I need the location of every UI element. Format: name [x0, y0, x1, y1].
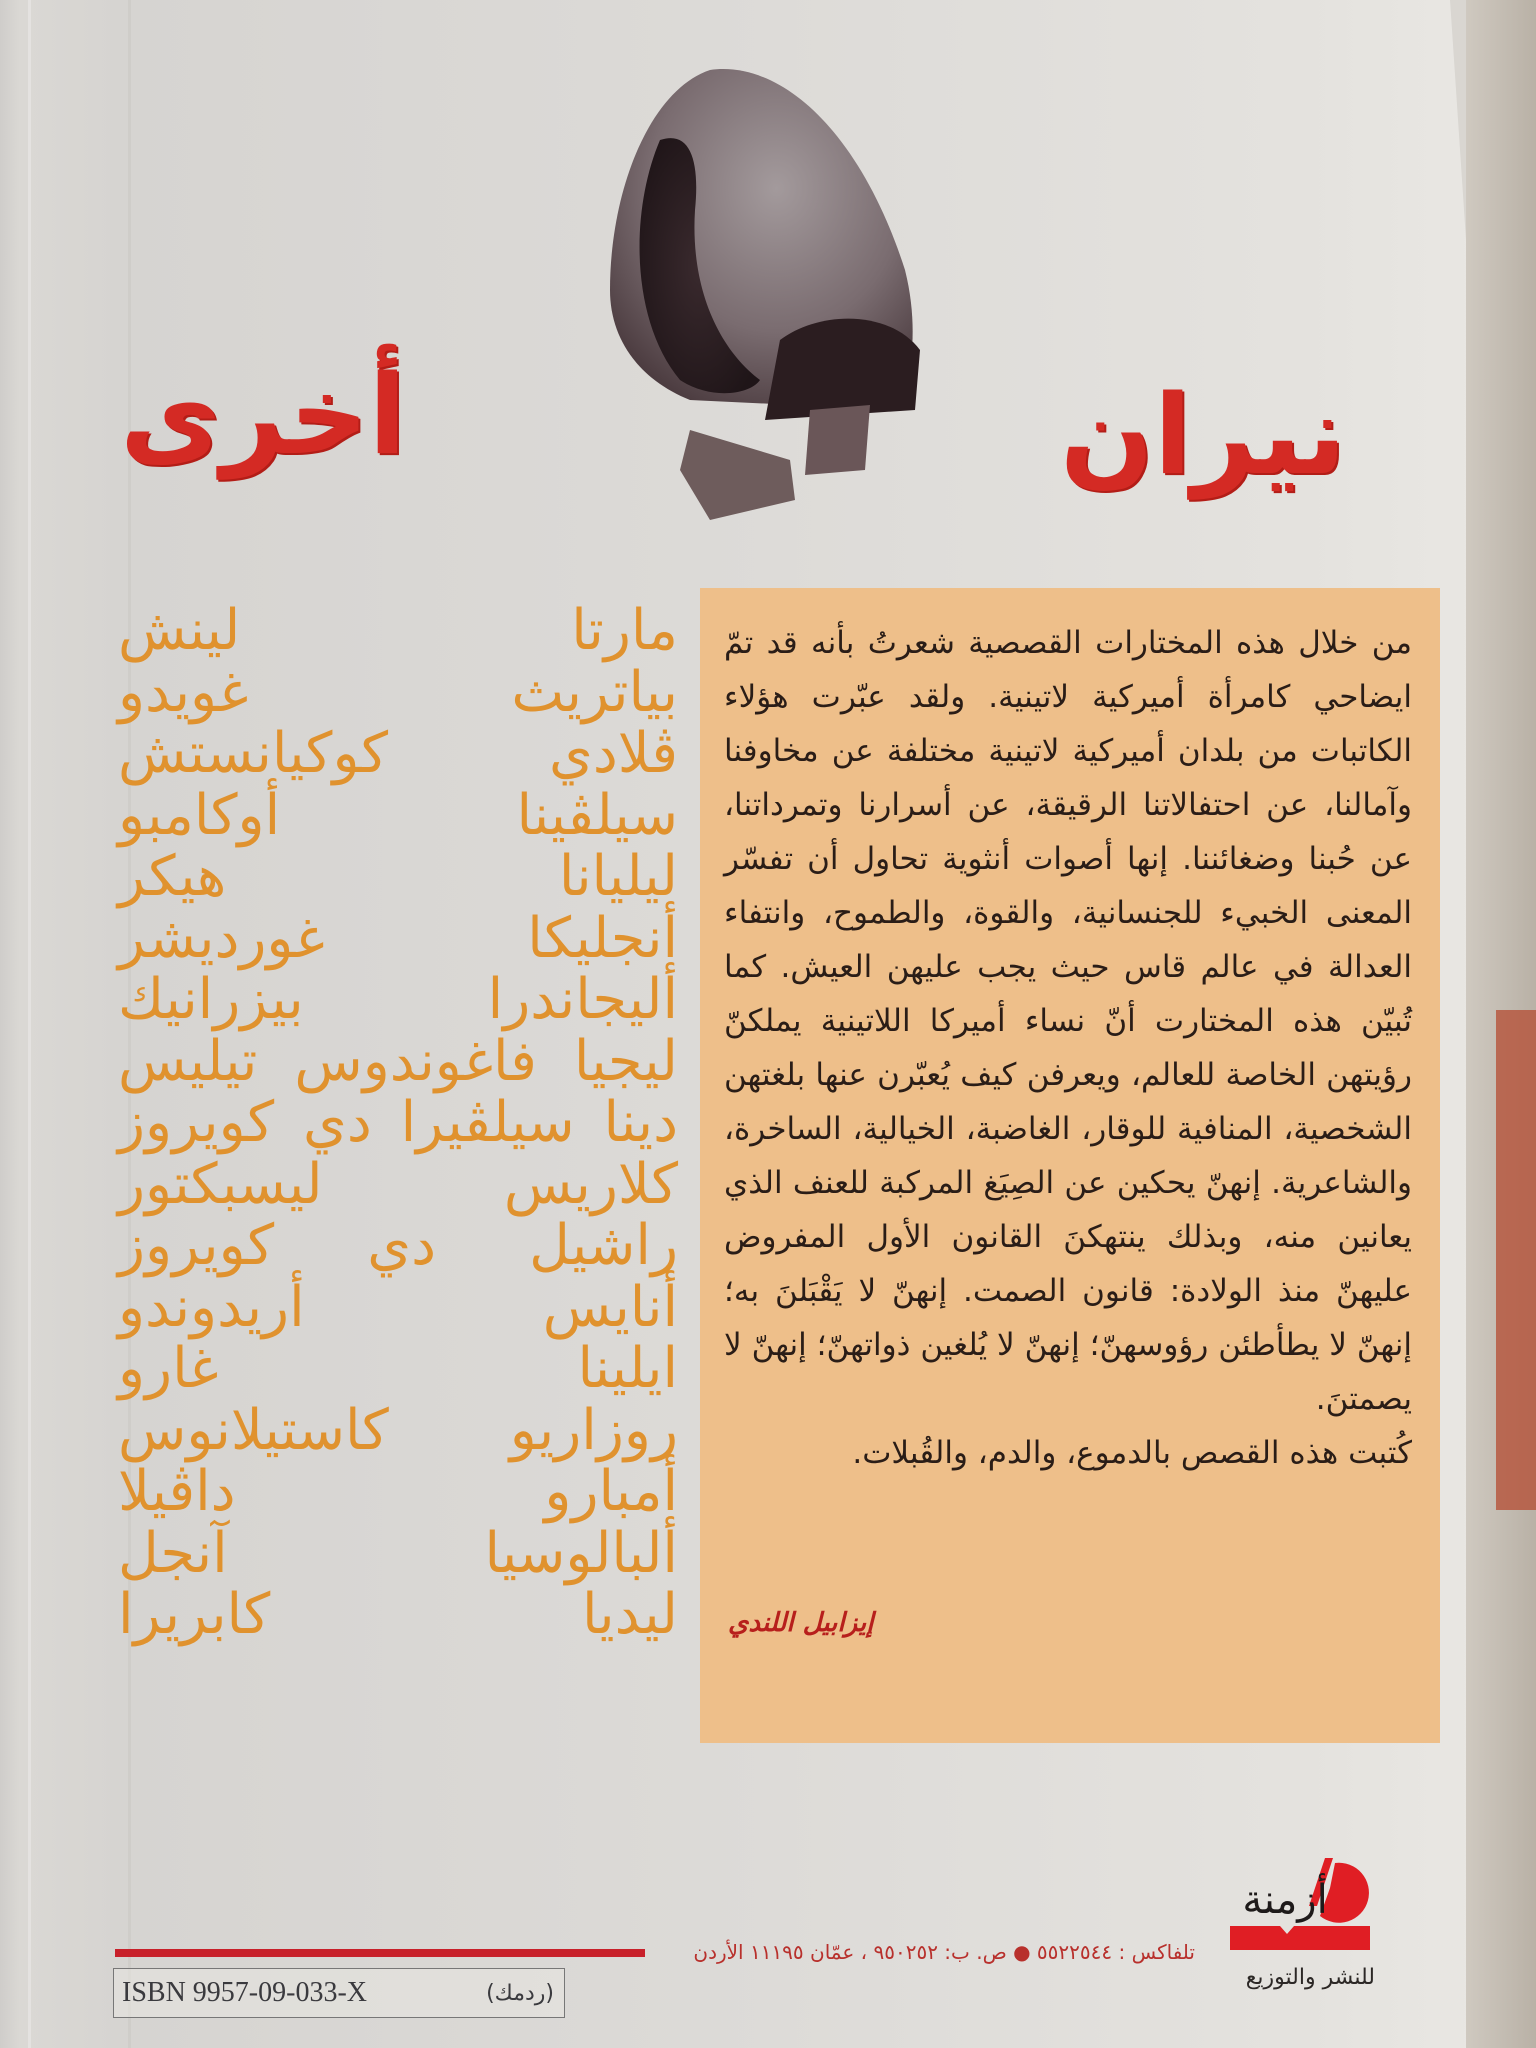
- author-name: مارتا لينش: [118, 598, 678, 663]
- author-name: أنايس أريدوندو: [118, 1274, 678, 1340]
- blurb-closing: كُتبت هذه القصص بالدموع، والدم، والقُبلات.: [852, 1435, 1412, 1471]
- svg-text:أزمنة: أزمنة: [1242, 1877, 1328, 1923]
- authors-list: [118, 600, 678, 1646]
- isbn-box: [113, 1968, 565, 2018]
- blurb-box: [700, 588, 1440, 1743]
- author-name: سيلڤينا أوكامبو: [118, 782, 678, 848]
- author-name: ليجيا فاغوندوس تيليس: [118, 1028, 678, 1094]
- author-name: روزاريو كاستيلانوس: [118, 1397, 678, 1463]
- author-name: ايلينا غارو: [118, 1336, 678, 1401]
- author-name: ألبالوسيا آنجل: [118, 1520, 678, 1586]
- author-name: ڤلادي كوكيانستش: [118, 721, 678, 786]
- author-name: دينا سيلڤيرا دي كويروز: [118, 1090, 678, 1155]
- sculpture-image: [600, 50, 940, 520]
- footer-red-rule: [115, 1949, 645, 1957]
- author-name: راشيل دي كويروز: [118, 1213, 678, 1278]
- title-word-second: أخرى: [120, 351, 407, 479]
- publisher-tagline: للنشر والتوزيع: [1245, 1965, 1375, 1990]
- blurb-paragraph: من خلال هذه المختارات القصصية شعرتُ بأنه قد تمّ ايضاحي كامرأة أميركية لاتينية. ولقد عبّرت هؤلاء الكاتبات من بلدان أميركية لاتينية مختلفة عن مخاوفنا وآمالنا، عن احتفالاتنا الرقيقة، عن أسرارنا وتمرداتنا، عن حُبنا وضغائننا. إنها أصوات أنثوية تحاول أن تفسّر المعنى الخبيء للجنسانية، والقوة، والطموح، وانتفاء العدالة في عالم قاس حيث يجب عليهن العيش. كما تُبيّن هذه المختارت أنّ نساء أميركا اللاتينية يملكنّ رؤيتهن الخاصة للعالم، ويعرفن كيف يُعبّرن عنها بلغتهن الشخصية، المنافية للوقار، الغاضبة، الخيالية، الساخرة، والشاعرية. إنهنّ يحكين عن الصِيَغ المركبة للعنف الذي يعانين منه، وبذلك ينتهكنَ القانون الأول المفروض عليهنّ منذ الولادة: قانون الصمت. إنهنّ لا يَقْبَلنَ به؛ إنهنّ لا يطأطئن رؤوسهنّ؛ إنهنّ لا يُلغين ذواتهنّ؛ إنهنّ لا يصمتنَ.: [724, 625, 1412, 1417]
- title-word-first: نيران: [1060, 371, 1347, 499]
- isbn-number: ISBN 9957-09-033-X: [122, 1977, 367, 2008]
- blurb-signature: إيزابيل اللندي: [728, 1608, 874, 1638]
- background-red-object: [1496, 1010, 1536, 1510]
- spine-crease: [28, 0, 31, 2048]
- author-name: أمبارو داڤيلا: [118, 1459, 678, 1524]
- publisher-contact: تلفاكس : ٥٥٢٢٥٤٤ ● ص. ب: ٩٥٠٢٥٢ ، عمّان ١١١٩٥ الأردن: [693, 1940, 1195, 1964]
- author-name: ليديا كابريرا: [118, 1582, 678, 1647]
- isbn-arabic-label: (ردمك): [486, 1980, 554, 2006]
- publisher-logo-icon: [1225, 1858, 1375, 1978]
- author-name: ليليانا هيكر: [118, 844, 678, 909]
- author-name: أنجليكا غورديشر: [118, 905, 678, 971]
- author-name: أليجاندرا بيزرانيك: [118, 967, 678, 1032]
- author-name: بياتريث غويدو: [118, 659, 678, 725]
- author-name: كلاريس ليسبكتور: [118, 1151, 678, 1217]
